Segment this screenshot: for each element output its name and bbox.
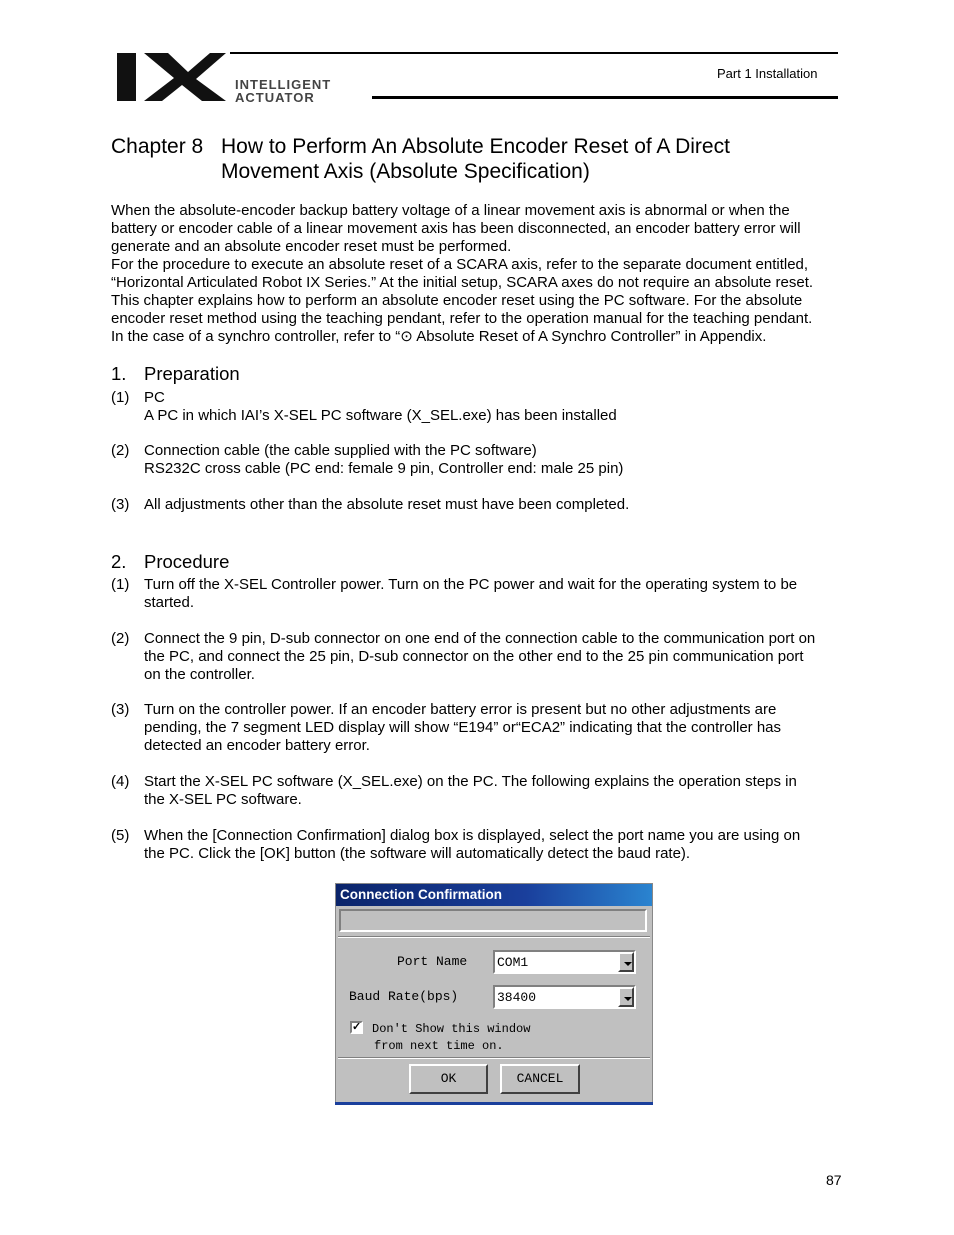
item-line: Turn off the X-SEL Controller power. Turn on the PC power and wait for the operating system to be xyxy=(144,576,798,593)
intro-line: This chapter explains how to perform an absolute encoder reset using the PC software. For the absolute xyxy=(111,292,803,309)
item-line: Start the X-SEL PC software (X_SEL.exe) on the PC. The following explains the operation steps in xyxy=(144,773,797,790)
item-line: Turn on the controller power. If an encoder battery error is present but no other adjustments are xyxy=(144,701,777,718)
item-line: on the controller. xyxy=(144,666,255,683)
item-number: (3) xyxy=(111,496,130,513)
divider xyxy=(338,1057,650,1059)
port-name-select[interactable] xyxy=(493,950,636,974)
item-number: (4) xyxy=(111,773,130,790)
chapter-title-line: Movement Axis (Absolute Specification) xyxy=(221,160,590,183)
item-number: (3) xyxy=(111,701,130,718)
procedure-step xyxy=(144,827,800,863)
item-number: (1) xyxy=(111,576,130,593)
item-line: RS232C cross cable (PC end: female 9 pin, Controller end: male 25 pin) xyxy=(144,460,624,477)
header-rule-top xyxy=(230,52,838,54)
item-line: A PC in which IAI’s X-SEL PC software (X_SEL.exe) has been installed xyxy=(144,407,617,424)
procedure-step xyxy=(144,701,781,755)
intro-line: encoder reset method using the teaching pendant, refer to the operation manual for the teaching pendant. xyxy=(111,310,813,327)
intro-line: For the procedure to execute an absolute reset of a SCARA axis, refer to the separate document entitled, xyxy=(111,256,809,273)
intro-line: generate and an absolute encoder reset must be performed. xyxy=(111,238,512,255)
intro-paragraph xyxy=(111,202,813,346)
section-heading-preparation: Preparation xyxy=(144,363,240,384)
item-line: pending, the 7 segment LED display will show “E194” or“ECA2” indicating that the controller has xyxy=(144,719,782,736)
logo-text-intelligent: INTELLIGENT xyxy=(235,77,332,92)
section-number: 1. xyxy=(111,363,127,384)
item-number: (2) xyxy=(111,630,130,647)
header-section: Part 1 Installation xyxy=(717,66,818,81)
logo xyxy=(116,52,231,102)
chapter-title-line: How to Perform An Absolute Encoder Reset of A Direct xyxy=(221,135,730,158)
item-number: (1) xyxy=(111,389,130,406)
item-line: the PC, and connect the 25 pin, D-sub connector on the other end to the 25 pin communication port xyxy=(144,648,804,665)
connection-confirmation-dialog xyxy=(335,883,653,1105)
item-line: PC xyxy=(144,389,165,406)
item-line: detected an encoder battery error. xyxy=(144,737,370,754)
intro-line: battery or encoder cable of a linear movement axis has been disconnected, an encoder battery error will xyxy=(111,220,801,237)
page-number: 87 xyxy=(826,1172,842,1188)
chevron-down-icon[interactable] xyxy=(618,987,634,1007)
intro-line: “Horizontal Articulated Robot IX Series.” At the initial setup, SCARA axes do not require an absolute reset. xyxy=(111,274,814,291)
port-name-value: COM1 xyxy=(497,955,529,970)
preparation-item xyxy=(144,389,617,425)
checkbox-label-line: from next time on. xyxy=(374,1039,504,1053)
chevron-down-icon[interactable] xyxy=(618,952,634,972)
item-line: started. xyxy=(144,594,195,611)
intro-line: In the case of a synchro controller, refer to “⊙ Absolute Reset of A Synchro Controller” in Appendix. xyxy=(111,328,767,345)
cancel-button[interactable]: CANCEL xyxy=(500,1064,580,1094)
dialog-title: Connection Confirmation xyxy=(336,884,652,906)
item-line: All adjustments other than the absolute reset must have been completed. xyxy=(144,496,630,513)
chapter-label: Chapter 8 xyxy=(111,135,204,158)
item-line: Connection cable (the cable supplied with the PC software) xyxy=(144,442,537,459)
chapter-title xyxy=(221,134,730,184)
dont-show-label xyxy=(372,1021,530,1055)
logo-text-actuator: ACTUATOR xyxy=(235,90,315,105)
dont-show-checkbox[interactable] xyxy=(350,1021,363,1034)
item-line: Connect the 9 pin, D-sub connector on one end of the connection cable to the communication port on xyxy=(144,630,816,647)
dialog-status-bar xyxy=(339,909,647,932)
preparation-item xyxy=(144,496,629,514)
baud-rate-select[interactable] xyxy=(493,985,636,1009)
section-number: 2. xyxy=(111,551,127,572)
intro-line: When the absolute-encoder backup battery voltage of a linear movement axis is abnormal or when the xyxy=(111,202,790,219)
baud-rate-label: Baud Rate(bps) xyxy=(349,989,459,1004)
divider xyxy=(338,936,650,938)
procedure-step xyxy=(144,773,797,809)
item-number: (2) xyxy=(111,442,130,459)
header-rule-bottom xyxy=(372,96,838,99)
item-line: the X-SEL PC software. xyxy=(144,791,302,808)
item-line: When the [Connection Confirmation] dialog box is displayed, select the port name you are using on xyxy=(144,827,801,844)
checkmark-icon: ✓ xyxy=(352,1021,362,1033)
port-name-label: Port Name xyxy=(397,954,468,969)
ix-logo-mark xyxy=(116,52,231,102)
preparation-item xyxy=(144,442,623,478)
checkbox-label-line: Don't Show this window xyxy=(372,1022,531,1036)
procedure-step xyxy=(144,576,797,612)
procedure-step xyxy=(144,630,815,684)
section-heading-procedure: Procedure xyxy=(144,551,230,572)
dialog-bottom-border xyxy=(335,1102,653,1105)
item-line: the PC. Click the [OK] button (the software will automatically detect the baud rate). xyxy=(144,845,691,862)
ok-button[interactable]: OK xyxy=(409,1064,488,1094)
item-number: (5) xyxy=(111,827,130,844)
baud-rate-value: 38400 xyxy=(497,990,537,1005)
